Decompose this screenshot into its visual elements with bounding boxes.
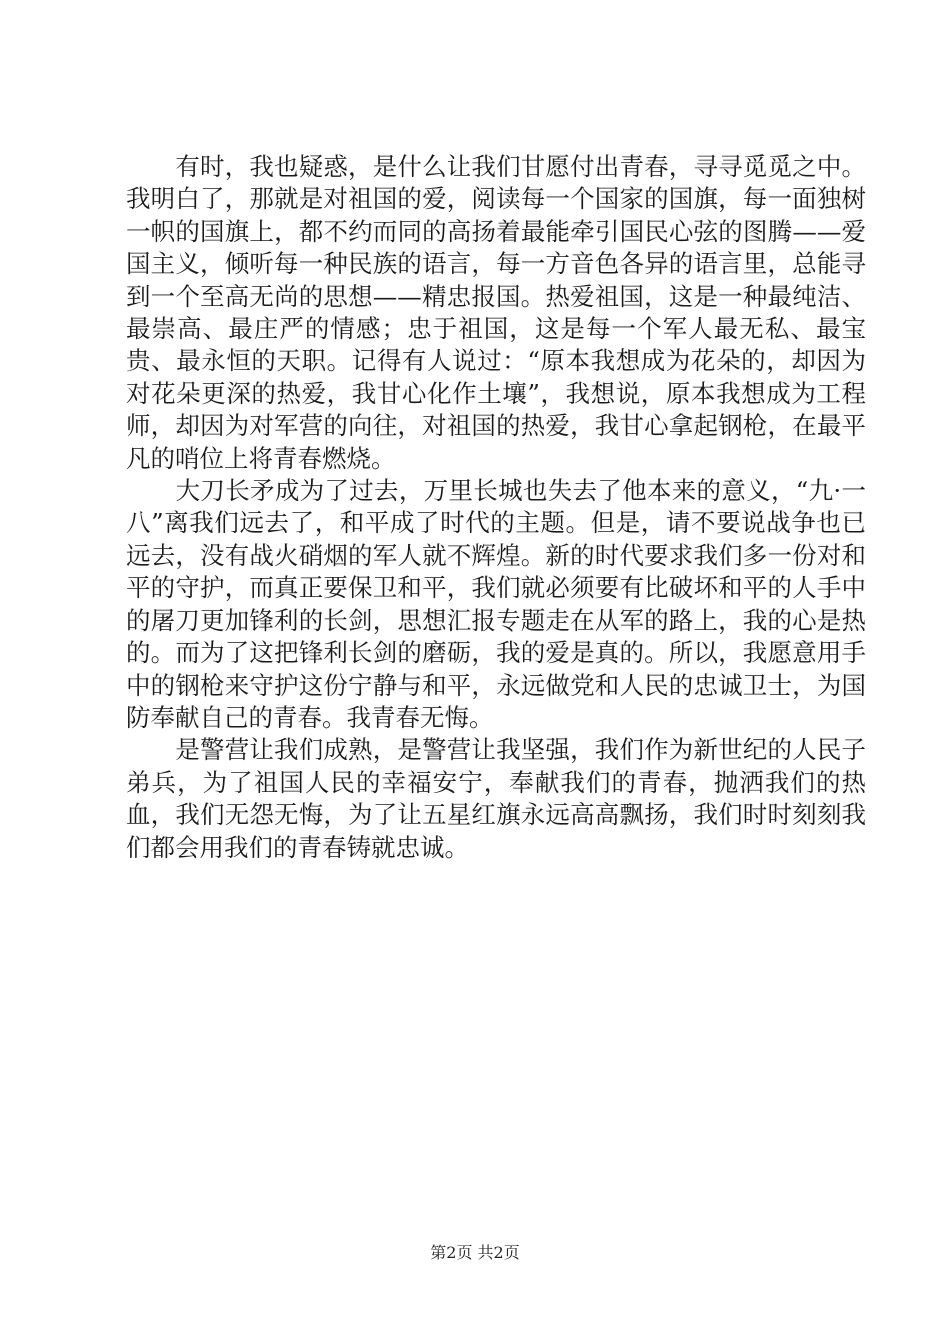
paragraph-3: 是警营让我们成熟，是警营让我坚强，我们作为新世纪的人民子弟兵，为了祖国人民的幸福安宁，奉献我们的青春，抛洒我们的热血，我们无怨无悔，为了让五星红旗永远高高飘扬，我们时时刻刻我们都会用我们的青春铸就忠诚。	[126, 735, 866, 862]
paragraph-1: 有时，我也疑惑，是什么让我们甘愿付出青春，寻寻觅觅之中。我明白了，那就是对祖国的爱，阅读每一个国家的国旗，每一面独树一帜的国旗上，都不约而同的高扬着最能牵引国民心弦的图腾——爱国主义，倾听每一种民族的语言，每一方音色各异的语言里，总能寻到一个至高无尚的思想——精忠报国。热爱祖国，这是一种最纯洁、最崇高、最庄严的情感；忠于祖国，这是每一个军人最无私、最宝贵、最永恒的天职。记得有人说过：“原本我想成为花朵的，却因为对花朵更深的热爱，我甘心化作土壤”，我想说，原本我想成为工程师，却因为对军营的向往，对祖国的热爱，我甘心拿起钢枪，在最平凡的哨位上将青春燃烧。	[126, 152, 866, 473]
page-footer: 第2页 共2页	[430, 1243, 520, 1262]
document-body	[126, 151, 866, 864]
paragraph-2: 大刀长矛成为了过去，万里长城也失去了他本来的意义，“九·一八”离我们远去了，和平成了时代的主题。但是，请不要说战争也已远去，没有战火硝烟的军人就不辉煌。新的时代要求我们多一份对和平的守护，而真正要保卫和平，我们就必须要有比破坏和平的人手中的屠刀更加锋利的长剑，思想汇报专题走在从军的路上，我的心是热的。而为了这把锋利长剑的磨砺，我的爱是真的。所以，我愿意用手中的钢枪来守护这份宁静与和平，永远做党和人民的忠诚卫士，为国防奉献自己的青春。我青春无悔。	[126, 476, 866, 732]
